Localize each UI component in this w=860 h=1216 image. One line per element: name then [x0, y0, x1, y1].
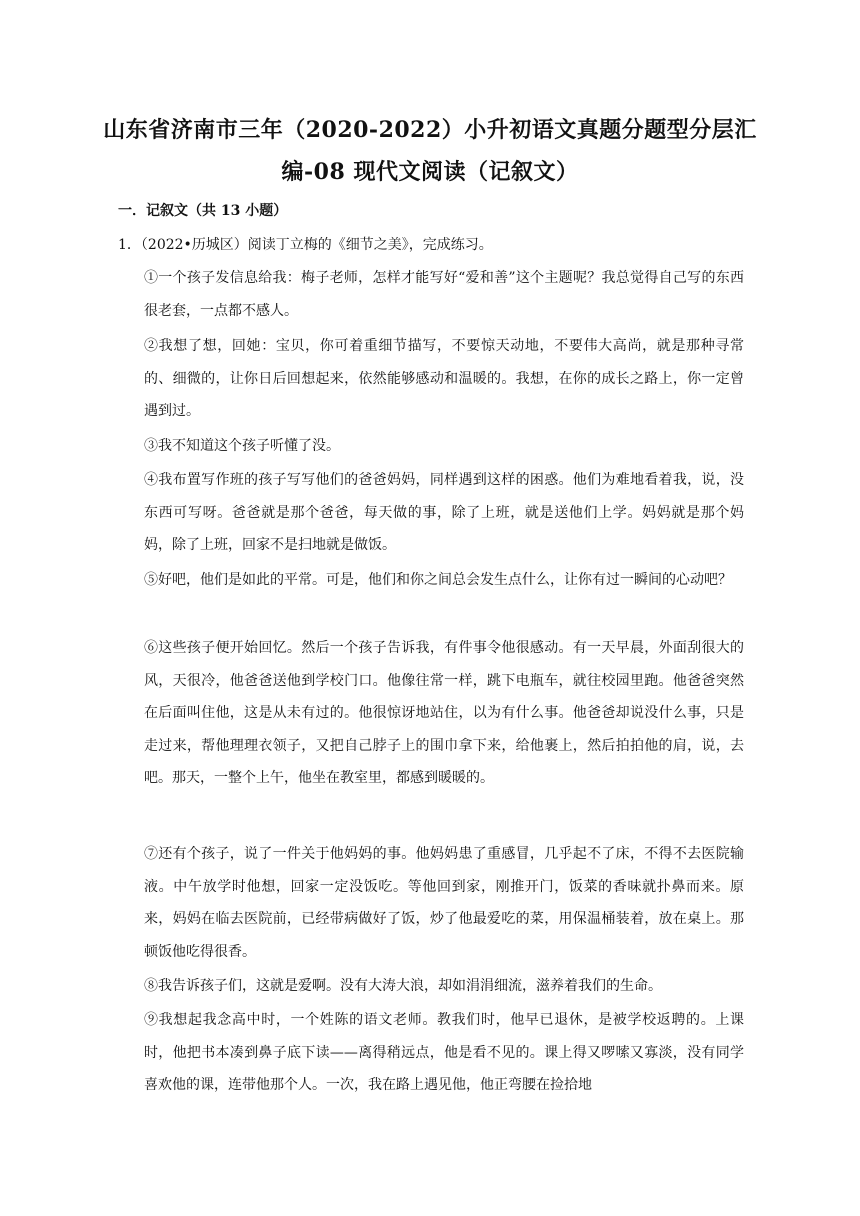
paragraph-5: ⑤好吧，他们是如此的平常。可是，他们和你之间总会发生点什么，让你有过一瞬间的心动吧？: [144, 572, 732, 588]
document-title-line-2: 编-08 现代文阅读（记叙文）: [281, 159, 579, 185]
paragraph-4: ④我布置写作班的孩子写写他们的爸爸妈妈，同样遇到这样的困惑。他们为难地看着我，说，没东西可写呀。爸爸就是那个爸爸，每天做的事，除了上班，就是送他们上学。妈妈就是那个妈妈，除了上班，回家不是扫地就是做饭。: [144, 472, 744, 553]
question-intro: 1．（2022•历城区）阅读丁立梅的《细节之美》，完成练习。: [118, 237, 493, 253]
paragraph-1: ①一个孩子发信息给我：梅子老师，怎样才能写好“爱和善”这个主题呢？我总觉得自己写的东西很老套，一点都不感人。: [144, 270, 744, 319]
paragraph-2: ②我想了想，回她：宝贝，你可着重细节描写，不要惊天动地，不要伟大高尚，就是那种寻常的、细微的，让你日后回想起来，依然能够感动和温暖的。我想，在你的成长之路上，你一定曾遇到过。: [144, 338, 744, 419]
paragraph-9: ⑨我想起我念高中时，一个姓陈的语文老师。教我们时，他早已退休，是被学校返聘的。上课时，他把书本凑到鼻子底下读——离得稍远点，他是看不见的。课上得又啰嗦又寡淡，没有同学喜欢他的课，连带他那个人。一次，我在路上遇见他，他正弯腰在捡拾地: [144, 1012, 744, 1093]
paragraph-6: ⑥这些孩子便开始回忆。然后一个孩子告诉我，有件事令他很感动。有一天早晨，外面刮很大的风，天很冷，他爸爸送他到学校门口。他像往常一样，跳下电瓶车，就往校园里跑。他爸爸突然在后面叫住他，这是从未有过的。他很惊讶地站住，以为有什么事。他爸爸却说没什么事，只是走过来，帮他理理衣领子，又把自己脖子上的围巾拿下来，给他裹上，然后拍拍他的肩，说，去吧。那天，一整个上午，他坐在教室里，都感到暖暖的。: [144, 640, 744, 786]
section-heading: 一．记叙文（共 13 小题）: [118, 203, 288, 219]
paragraph-8: ⑧我告诉孩子们，这就是爱啊。没有大涛大浪，却如涓涓细流，滋养着我们的生命。: [144, 978, 662, 994]
paragraph-7: ⑦还有个孩子，说了一件关于他妈妈的事。他妈妈患了重感冒，几乎起不了床，不得不去医院输液。中午放学时他想，回家一定没饭吃。等他回到家，刚推开门，饭菜的香味就扑鼻而来。原来，妈妈在临去医院前，已经带病做好了饭，炒了他最爱吃的菜，用保温桶装着，放在桌上。那顿饭他吃得很香。: [144, 846, 744, 960]
document-title-line-1: 山东省济南市三年（2020-2022）小升初语文真题分题型分层汇: [103, 117, 757, 143]
paragraph-3: ③我不知道这个孩子听懂了没。: [144, 438, 340, 454]
